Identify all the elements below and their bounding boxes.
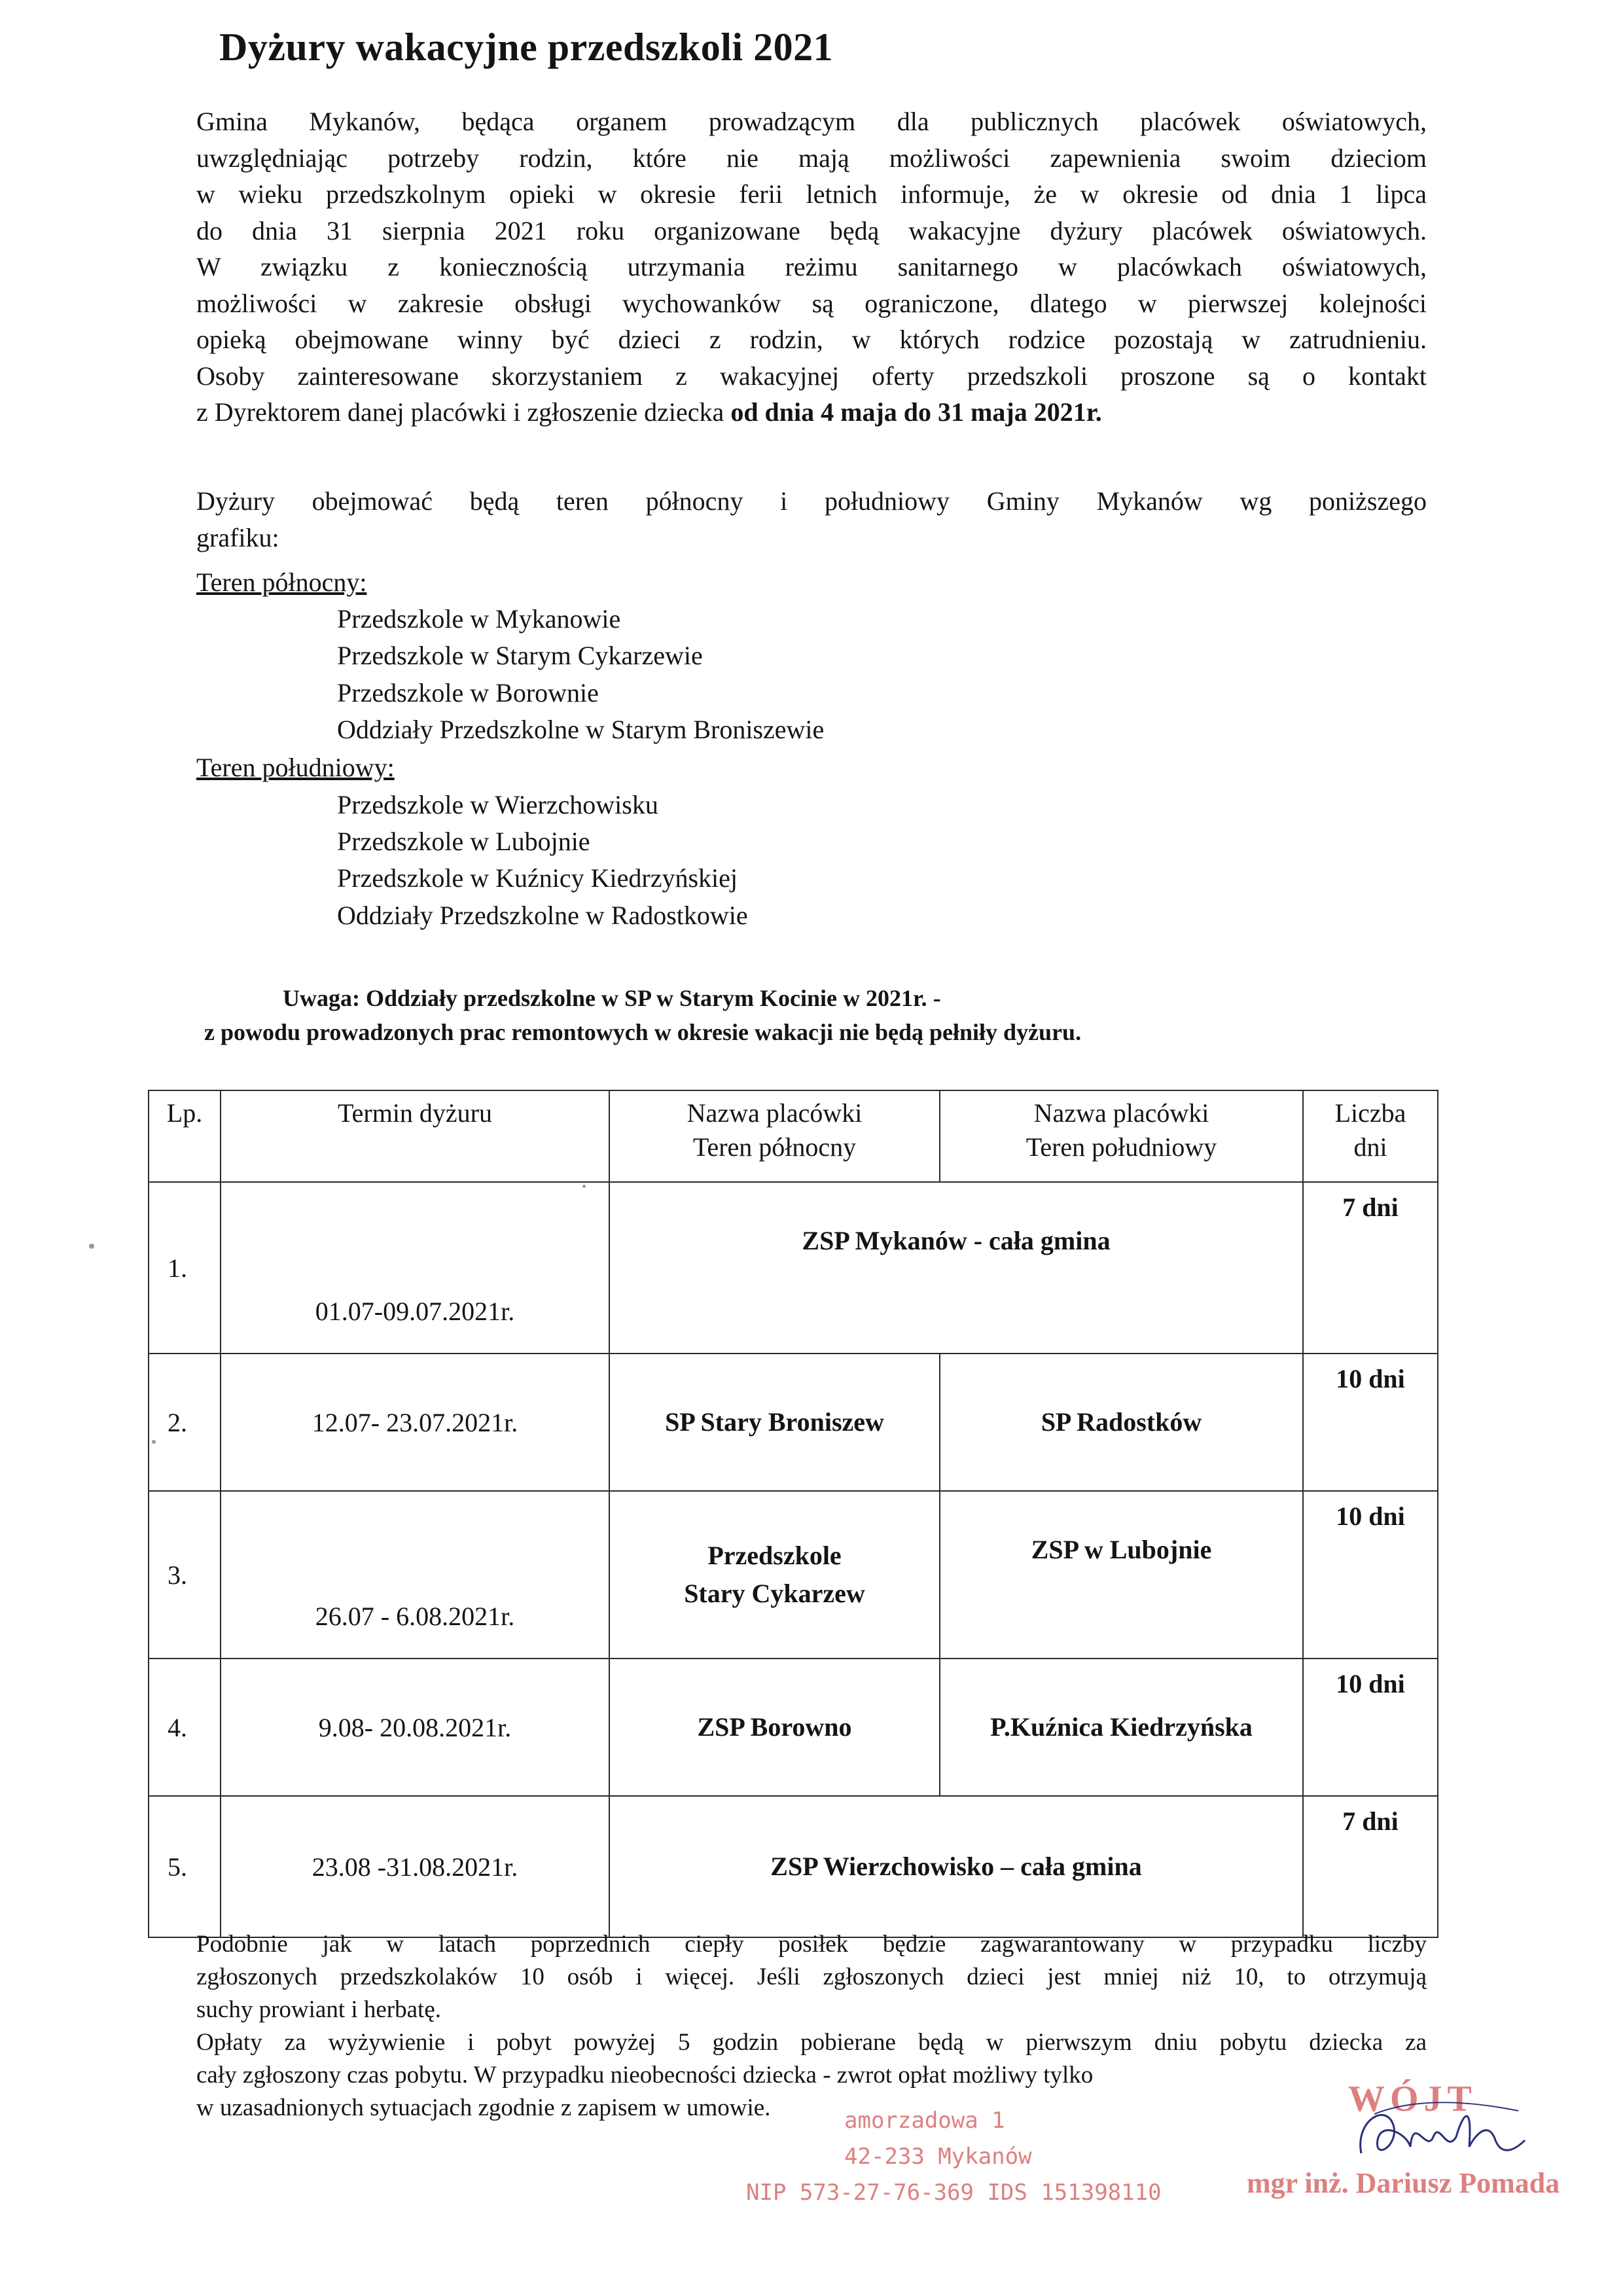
row-days: 10 dni xyxy=(1303,1659,1438,1796)
row-facility-south: P.Kuźnica Kiedrzyńska xyxy=(940,1659,1303,1796)
row-facility-both: ZSP Wierzchowisko – cała gmina xyxy=(609,1796,1303,1937)
schedule-table xyxy=(148,1090,1438,1938)
intro-line: Osoby zainteresowane skorzystaniem z wakacyjnej oferty przedszkoli proszone są o kontakt xyxy=(196,361,1427,391)
intro-line: W związku z koniecznością utrzymania reżimu sanitarnego w placówkach oświatowych, xyxy=(196,252,1427,281)
footer-line: w uzasadnionych sytuacjach zgodnie z zapisem w umowie. xyxy=(196,2094,771,2121)
footer-line: Podobnie jak w latach poprzednich ciepły posiłek będzie zagwarantowany w przypadku liczby xyxy=(196,1931,1427,1958)
registration-dates: od dnia 4 maja do 31 maja 2021r. xyxy=(730,397,1102,427)
table-row xyxy=(149,1659,1438,1796)
intro-line: możliwości w zakresie obsługi wychowanków są ograniczone, dlatego w pierwszej kolejności xyxy=(196,288,1427,318)
scan-speck xyxy=(582,1185,586,1188)
header-lp: Lp. xyxy=(149,1090,221,1182)
table-header-row xyxy=(149,1090,1438,1182)
footer-line: suchy prowiant i herbatę. xyxy=(196,1996,441,2023)
scan-speck xyxy=(89,1244,94,1249)
row-term: 12.07- 23.07.2021r. xyxy=(221,1354,609,1491)
south-school: Przedszkole w Lubojnie xyxy=(337,827,590,856)
schedule-intro xyxy=(196,483,1427,556)
office-stamp-line: NIP 573-27-76-369 IDS 151398110 xyxy=(746,2179,1162,2206)
row-number: 3. xyxy=(149,1491,221,1659)
office-stamp-line: 42-233 Mykanów xyxy=(844,2144,1032,2170)
row-facility-south: ZSP w Lubojnie xyxy=(940,1491,1303,1659)
north-school: Przedszkole w Mykanowie xyxy=(337,604,621,634)
row-term: 01.07-09.07.2021r. xyxy=(221,1182,609,1354)
south-school: Oddziały Przedszkolne w Radostkowie xyxy=(337,901,748,930)
intro-paragraph xyxy=(196,103,1427,431)
north-school: Oddziały Przedszkolne w Starym Broniszewie xyxy=(337,715,825,744)
north-school: Przedszkole w Starym Cykarzewie xyxy=(337,641,703,670)
header-term: Termin dyżuru xyxy=(221,1090,609,1182)
row-number: 5. xyxy=(149,1796,221,1937)
row-number: 2. xyxy=(149,1354,221,1491)
header-south: Nazwa placówki Teren południowy xyxy=(940,1090,1303,1182)
south-school: Przedszkole w Kuźnicy Kiedrzyńskiej xyxy=(337,863,738,893)
header-days: Liczba dni xyxy=(1303,1090,1438,1182)
table-row xyxy=(149,1796,1438,1937)
north-school: Przedszkole w Borownie xyxy=(337,678,599,708)
footer-line: zgłoszonych przedszkolaków 10 osób i więcej. Jeśli zgłoszonych dzieci jest mniej niż 10, to otrzymują xyxy=(196,1964,1427,1990)
office-stamp-line: amorzadowa 1 xyxy=(844,2108,1005,2134)
row-term: 26.07 - 6.08.2021r. xyxy=(221,1491,609,1659)
row-days: 10 dni xyxy=(1303,1491,1438,1659)
row-days: 7 dni xyxy=(1303,1796,1438,1937)
intro-line: do dnia 31 sierpnia 2021 roku organizowane będą wakacyjne dyżury placówek oświatowych. xyxy=(196,215,1427,245)
row-term: 9.08- 20.08.2021r. xyxy=(221,1659,609,1796)
intro-line: opieką obejmowane winny być dzieci z rodzin, w których rodzice pozostają w zatrudnieniu. xyxy=(196,325,1427,354)
row-number: 4. xyxy=(149,1659,221,1796)
intro-line: uwzględniając potrzeby rodzin, które nie mają możliwości zapewnienia swoim dzieciom xyxy=(196,143,1427,173)
footer-paragraph xyxy=(196,1928,1427,2125)
schedule-intro-line: grafiku: xyxy=(196,522,279,552)
footer-line: cały zgłoszony czas pobytu. W przypadku nieobecności dziecka - zwrot opłat możliwy tylko xyxy=(196,2062,1094,2089)
page-title: Dyżury wakacyjne przedszkoli 2021 xyxy=(219,26,834,69)
south-region-label: Teren południowy: xyxy=(196,753,395,782)
row-facility-south: SP Radostków xyxy=(940,1354,1303,1491)
row-facility-north: SP Stary Broniszew xyxy=(609,1354,940,1491)
row-days: 10 dni xyxy=(1303,1354,1438,1491)
schedule-intro-line: Dyżury obejmować będą teren północny i południowy Gminy Mykanów wg poniższego xyxy=(196,486,1427,516)
south-school: Przedszkole w Wierzchowisku xyxy=(337,790,658,819)
wojt-stamp: WÓJT xyxy=(1348,2079,1477,2119)
intro-line: Gmina Mykanów, będąca organem prowadzącym dla publicznych placówek oświatowych, xyxy=(196,107,1427,136)
note-line: Uwaga: Oddziały przedszkolne w SP w Starym Kocinie w 2021r. - xyxy=(283,985,941,1011)
north-region-label: Teren północny: xyxy=(196,567,367,597)
note-line: z powodu prowadzonych prac remontowych w okresie wakacji nie będą pełniły dyżuru. xyxy=(204,1019,1082,1045)
row-number: 1. xyxy=(149,1182,221,1354)
footer-line: Opłaty za wyżywienie i pobyt powyżej 5 godzin pobierane będą w pierwszym dniu pobytu dziecka za xyxy=(196,2029,1427,2056)
row-days: 7 dni xyxy=(1303,1182,1438,1354)
table-row xyxy=(149,1182,1438,1354)
scan-speck xyxy=(152,1440,156,1444)
name-stamp: mgr inż. Dariusz Pomada xyxy=(1247,2167,1560,2199)
intro-last-line-text: z Dyrektorem danej placówki i zgłoszenie dziecka xyxy=(196,397,731,427)
signature-icon xyxy=(1348,2075,1544,2186)
header-north: Nazwa placówki Teren północny xyxy=(609,1090,940,1182)
row-facility-north: Przedszkole Stary Cykarzew xyxy=(609,1491,940,1659)
table-row xyxy=(149,1354,1438,1491)
row-facility-north: ZSP Borowno xyxy=(609,1659,940,1796)
intro-line: w wieku przedszkolnym opieki w okresie ferii letnich informuje, że w okresie od dnia 1 lipca xyxy=(196,179,1427,209)
table-row xyxy=(149,1491,1438,1659)
intro-last-line xyxy=(196,394,1427,431)
row-term: 23.08 -31.08.2021r. xyxy=(221,1796,609,1937)
row-facility-both: ZSP Mykanów - cała gmina xyxy=(609,1182,1303,1354)
